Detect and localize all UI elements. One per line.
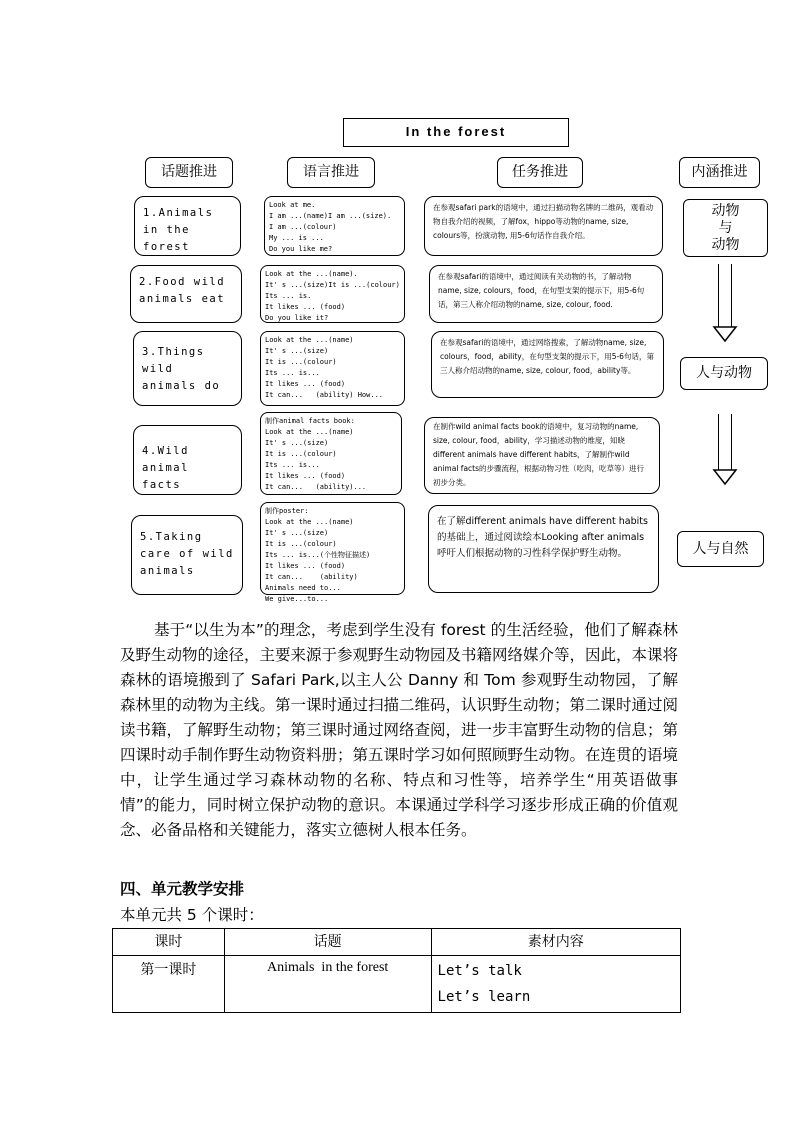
table-header-row: [113, 929, 681, 956]
language-box-2: Look at the ...(name). It' s ...(size)It is ...(colour) Its ... is. It likes ... (food) Do you like it?: [260, 265, 405, 323]
task-box-4: 在制作wild animal facts book的语境中，复习动物的name, size, colour, food，ability，学习描述动物的维度，知晓different animals have different habits，了解制作wild animal facts的步骤流程，根据动物习性（吃肉，吃草等）进行初步分类。: [424, 417, 660, 494]
task-box-2: 在参观safari的语境中，通过阅读有关动物的书，了解动物name, size, colours，food，在句型支架的提示下，用5-6句话，第三人称介绍动物的name, size, colour, food.: [429, 265, 663, 323]
section-intro: 本单元共 5 个课时：: [120, 906, 264, 924]
header-task: 任务推进: [497, 157, 583, 188]
connotation-line: 动物: [711, 203, 740, 219]
lesson-cell: 第一课时: [113, 956, 225, 1013]
header-language: 语言推进: [287, 157, 375, 188]
body-paragraph: 基于“以生为本”的理念，考虑到学生没有 forest 的生活经验，他们了解森林及野生动物的途径，主要来源于参观野生动物园及书籍网络媒介等，因此，本课将森林的语境搬到了 Safari Park,以主人公 Danny 和 Tom 参观野生动物园，了解森林里的动物为主线。第一课时通过扫描二维码，认识野生动物；第二课时通过阅读书籍，了解野生动物；第三课时通过网络查阅，进一步丰富野生动物的信息；第四课时动手制作野生动物资料册；第五课时学习如何照顾野生动物。在连贯的语境中，让学生通过学习森林动物的名称、特点和习性等，培养学生“用英语做事情”的能力，同时树立保护动物的意识。本课通过学科学习逐步形成正确的价值观念、必备品格和关键能力，落实立德树人根本任务。: [120, 621, 679, 839]
task-box-1: 在参观safari park的语境中，通过扫描动物名牌的二维码，观看动物自我介绍的视频，了解fox，hippo等动物的name, size, colours等，扮演动物, 用5-6句话作自我介绍。: [424, 196, 663, 256]
col-header-topic: 话题: [224, 929, 431, 956]
language-box-4: 制作animal facts book: Look at the ...(name) It' s ...(size) It is ...(colour) Its ... is... It likes ... (food) It can... (ability)...: [260, 412, 402, 495]
materials-cell: [431, 956, 680, 1013]
col-header-materials: 素材内容: [431, 929, 680, 956]
language-box-5: 制作poster: Look at the ...(name) It' s ...(size) It is ...(colour) Its ... is...(个性物征描述) It likes ... (food) It can... (ability) Animals need to... We give...to...: [260, 502, 405, 595]
material-item: Let’s learn: [437, 989, 531, 1005]
diagram-title: In the forest: [343, 118, 569, 147]
connotation-box-animal-animal: [683, 199, 768, 257]
down-arrow-icon: [718, 414, 732, 471]
arrow-head-icon: [713, 326, 737, 342]
topic-box-4: 4.Wild animal facts: [133, 425, 242, 495]
topic-cell: Animals in the forest: [224, 956, 431, 1013]
topic-box-2: 2.Food wild animals eat: [130, 265, 242, 323]
task-box-3: 在参观safari的语境中，通过网络搜索，了解动物name, size, colours，food，ability，在句型支架的提示下，用5-6句话，第三人称介绍动物的name, size, colour, food，ability等。: [431, 331, 664, 398]
language-box-3: Look at the ...(name) It' s ...(size) It is ...(colour) Its ... is... It likes ... (food) It can... (ability) How...: [260, 331, 405, 406]
topic-box-5: 5.Taking care of wild animals: [131, 515, 243, 595]
connotation-box-human-animal: 人与动物: [680, 357, 768, 390]
connotation-line: 动物: [711, 237, 740, 253]
header-connotation: 内涵推进: [679, 157, 760, 188]
section-heading: 四、单元教学安排: [120, 880, 245, 898]
task-box-5: 在了解different animals have different habits的基础上，通过阅读绘本Looking after animals呼吁人们根据动物的习性科学保护野生动物。: [428, 505, 659, 593]
schedule-table: [112, 928, 681, 1013]
language-box-1: Look at me. I am ...(name)I am ...(size). I am ...(colour) My ... is ... Do you like me?: [264, 196, 405, 256]
col-header-lesson: 课时: [113, 929, 225, 956]
topic-box-1: 1.Animals in the forest: [134, 196, 241, 256]
connotation-line: 与: [718, 220, 733, 236]
down-arrow-icon: [718, 264, 732, 328]
connotation-box-human-nature: 人与自然: [677, 531, 764, 567]
table-row: [113, 956, 681, 1013]
arrow-head-icon: [713, 469, 737, 485]
topic-box-3: 3.Things wild animals do: [133, 331, 242, 406]
header-topic: 话题推进: [145, 157, 233, 188]
material-item: Let’s talk: [437, 963, 522, 979]
